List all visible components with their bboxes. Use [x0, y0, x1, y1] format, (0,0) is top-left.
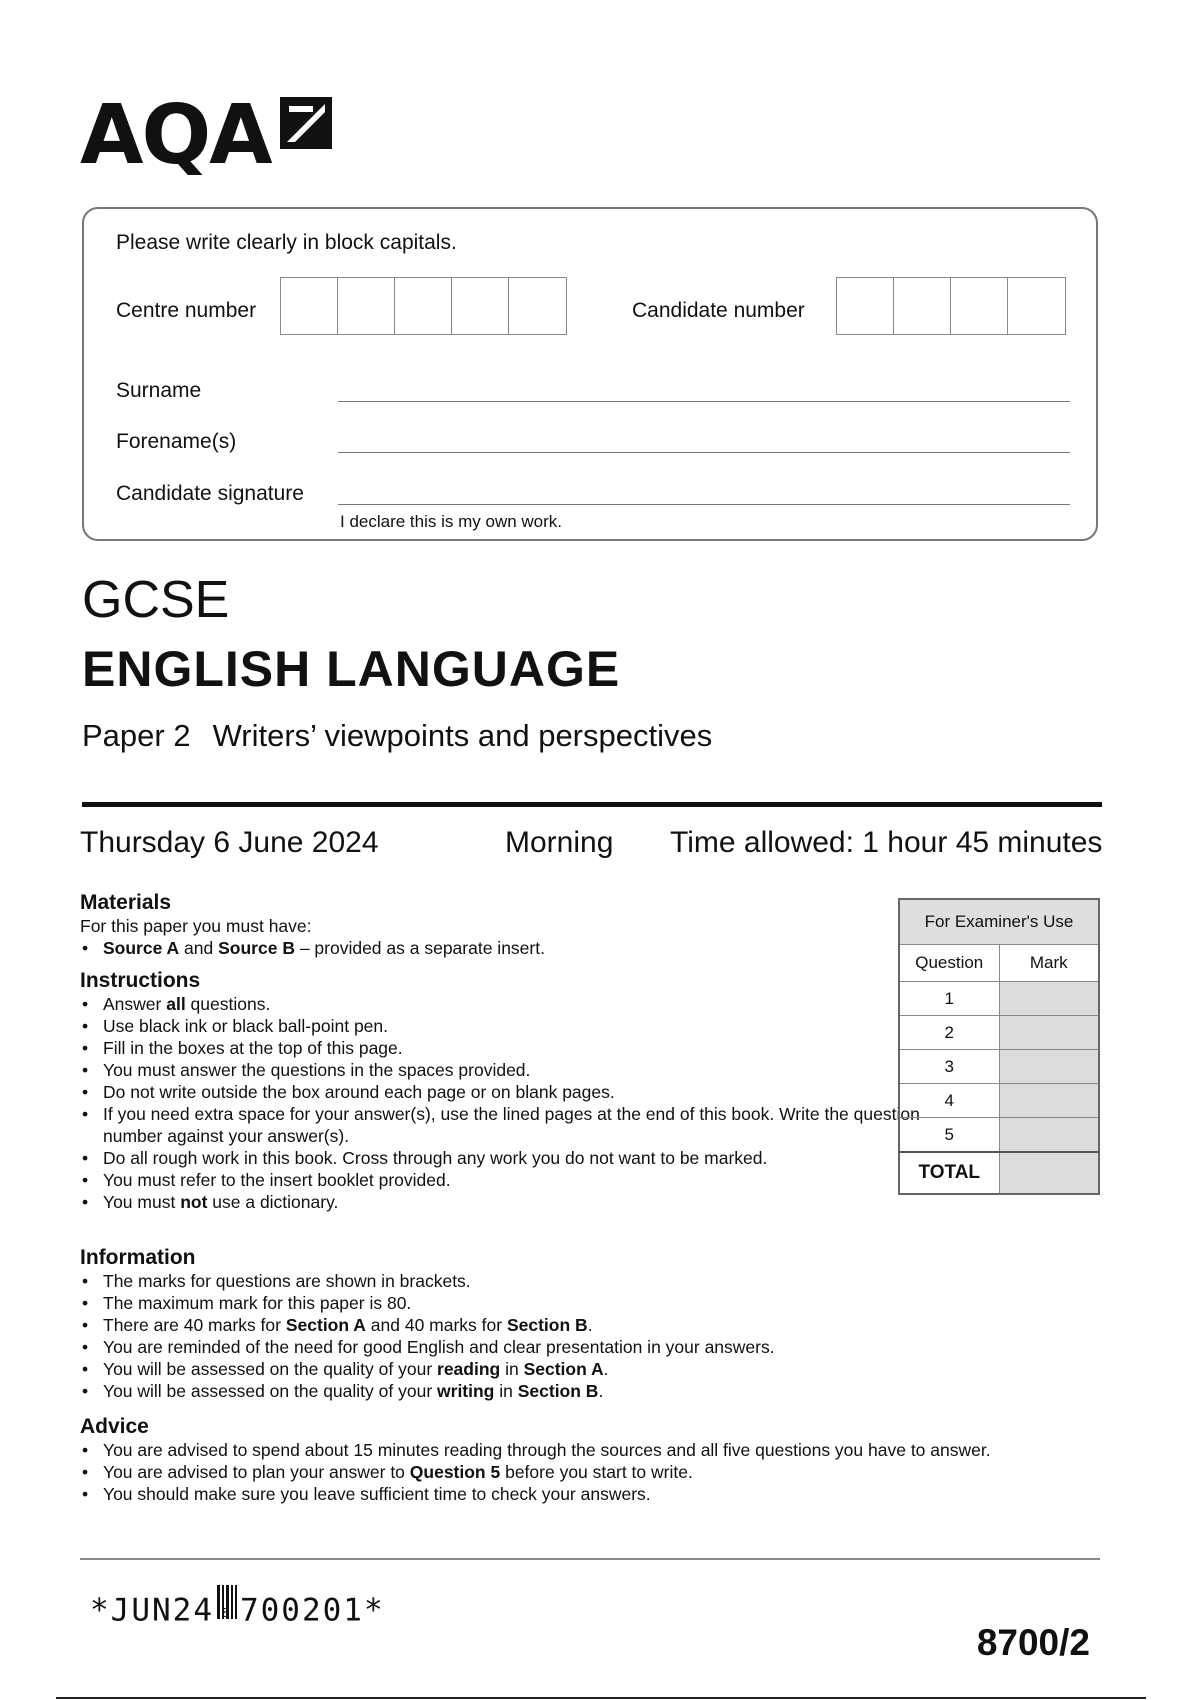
surname-field[interactable] [338, 401, 1070, 402]
centre-number-digit[interactable] [338, 278, 395, 334]
list-item: • The marks for questions are shown in brackets. [80, 1270, 940, 1292]
mark-cell [999, 982, 1099, 1016]
list-item: • You must refer to the insert booklet provided. [80, 1169, 940, 1191]
information-list [80, 1270, 940, 1402]
question-number: 2 [899, 1016, 999, 1050]
paper-number: Paper 2 [82, 718, 191, 753]
advice-section [80, 1414, 1000, 1505]
centre-number-label: Centre number [116, 299, 257, 322]
question-number: 5 [899, 1118, 999, 1153]
information-section [80, 1245, 940, 1402]
barcode-right-text: 700201* [239, 1592, 385, 1629]
instructions-list [80, 993, 940, 1213]
declaration-text: I declare this is my own work. [340, 512, 563, 531]
list-item: • You should make sure you leave sufficient time to check your answers. [80, 1483, 1000, 1505]
information-heading: Information [80, 1246, 196, 1269]
examiner-row [899, 1050, 1099, 1084]
time-allowed: Time allowed: 1 hour 45 minutes [670, 826, 1103, 859]
examiners-use-title: For Examiner's Use [899, 899, 1099, 945]
materials-intro: For this paper you must have: [80, 916, 312, 936]
mark-column-header: Mark [999, 945, 1099, 982]
list-item: • Do all rough work in this book. Cross through any work you do not want to be marked. [80, 1147, 940, 1169]
aqa-logo [80, 88, 337, 183]
total-label: TOTAL [899, 1152, 999, 1194]
signature-field[interactable] [338, 504, 1070, 505]
list-item: • There are 40 marks for Section A and 40 marks for Section B. [80, 1314, 940, 1336]
materials-section [80, 890, 940, 959]
centre-number-digit[interactable] [452, 278, 509, 334]
subject-title: ENGLISH LANGUAGE [82, 641, 621, 697]
list-item: • If you need extra space for your answer(s), use the lined pages at the end of this book. Write the question number against your answer(s). [80, 1103, 940, 1147]
barcode [90, 1585, 385, 1639]
list-item: • You must answer the questions in the spaces provided. [80, 1059, 940, 1081]
list-item: • You will be assessed on the quality of your writing in Section B. [80, 1380, 940, 1402]
centre-number-boxes[interactable] [280, 277, 567, 335]
list-item: • Fill in the boxes at the top of this page. [80, 1037, 940, 1059]
paper-name: Writers’ viewpoints and perspectives [212, 718, 713, 753]
exam-session: Morning [505, 826, 614, 859]
signature-label: Candidate signature [116, 482, 304, 505]
total-mark-cell [999, 1152, 1099, 1194]
paper-title [82, 718, 712, 754]
exam-date: Thursday 6 June 2024 [80, 826, 379, 859]
qualification-title: GCSE [82, 571, 230, 629]
examiner-row [899, 1084, 1099, 1118]
candidate-number-digit[interactable] [1008, 278, 1065, 334]
list-item: • Answer all questions. [80, 993, 940, 1015]
candidate-details-box [82, 207, 1098, 541]
question-number: 4 [899, 1084, 999, 1118]
mark-cell [999, 1118, 1099, 1153]
candidate-number-digit[interactable] [894, 278, 951, 334]
forename-label: Forename(s) [116, 430, 237, 453]
centre-number-digit[interactable] [395, 278, 452, 334]
list-item: • You must not use a dictionary. [80, 1191, 940, 1213]
barcode-digit: 8 [221, 1605, 232, 1620]
examiner-row [899, 1118, 1099, 1153]
examiner-row [899, 1016, 1099, 1050]
forename-field[interactable] [338, 452, 1070, 453]
candidate-number-digit[interactable] [837, 278, 894, 334]
list-item: • You will be assessed on the quality of your reading in Section A. [80, 1358, 940, 1380]
list-item: • Use black ink or black ball-point pen. [80, 1015, 940, 1037]
logo-text: AQA [80, 88, 271, 183]
examiners-use-table [898, 898, 1100, 1195]
list-item: • You are advised to plan your answer to Question 5 before you start to write. [80, 1461, 1000, 1483]
centre-number-digit[interactable] [509, 278, 566, 334]
advice-list [80, 1439, 1000, 1505]
instructions-heading: Instructions [80, 969, 201, 992]
title-divider [82, 802, 1102, 807]
list-item: • Source A and Source B – provided as a separate insert. [80, 937, 940, 959]
barcode-left-text: *JUN24 [90, 1592, 214, 1629]
candidate-number-boxes[interactable] [836, 277, 1066, 335]
surname-label: Surname [116, 379, 202, 402]
mark-cell [999, 1050, 1099, 1084]
paper-code: 8700/2 [976, 1622, 1090, 1663]
question-number: 3 [899, 1050, 999, 1084]
footer-divider [80, 1558, 1100, 1560]
question-number: 1 [899, 982, 999, 1016]
list-item: • Do not write outside the box around each page or on blank pages. [80, 1081, 940, 1103]
bottom-edge-line [56, 1697, 1146, 1699]
list-item: • You are advised to spend about 15 minutes reading through the sources and all five questions you have to answer. [80, 1439, 1000, 1461]
block-capitals-instruction: Please write clearly in block capitals. [116, 231, 457, 254]
barcode-bars-icon [216, 1585, 238, 1639]
logo-mark-icon [275, 92, 337, 159]
candidate-number-label: Candidate number [632, 299, 805, 322]
centre-number-digit[interactable] [281, 278, 338, 334]
materials-heading: Materials [80, 891, 172, 914]
examiner-rows [899, 982, 1099, 1153]
advice-heading: Advice [80, 1415, 149, 1438]
candidate-number-digit[interactable] [951, 278, 1008, 334]
list-item: • You are reminded of the need for good English and clear presentation in your answers. [80, 1336, 940, 1358]
materials-list [80, 937, 940, 959]
mark-cell [999, 1084, 1099, 1118]
instructions-section [80, 968, 940, 1213]
question-column-header: Question [899, 945, 999, 982]
examiner-row [899, 982, 1099, 1016]
mark-cell [999, 1016, 1099, 1050]
list-item: • The maximum mark for this paper is 80. [80, 1292, 940, 1314]
